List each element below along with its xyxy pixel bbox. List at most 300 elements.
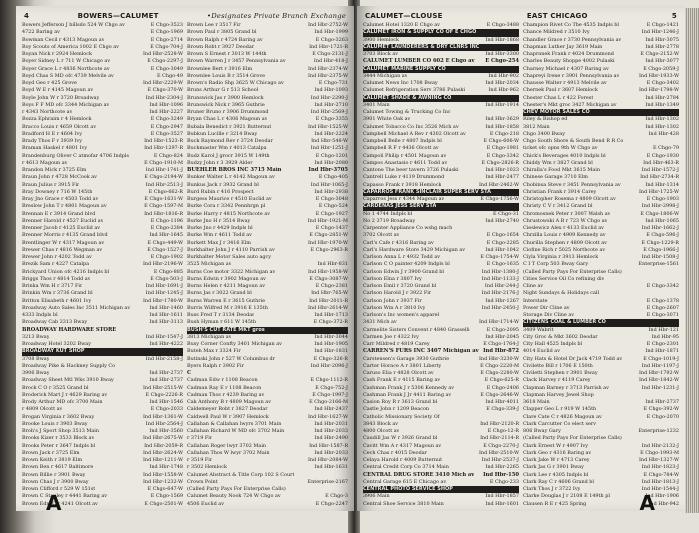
listing-entry	[363, 486, 519, 493]
listing-name: Bracco Louis r 4659 Olcott av	[22, 123, 97, 130]
listing-phone: Ind Hbr-1662-J	[641, 225, 679, 231]
listing-name: Carmen Joe r 4322 Ivy	[363, 333, 419, 340]
listing-name: Bray Downey r 716 W 145th	[22, 188, 93, 195]
listing-phone: E Chgo-503-J	[150, 275, 183, 282]
listing-entry	[523, 450, 679, 457]
listing-name: 3444 Michigan av	[363, 72, 408, 79]
listing-entry	[523, 392, 679, 399]
listing-entry	[523, 131, 679, 138]
listing-phone: Ind Hbr-2614-W	[307, 304, 348, 311]
listing-phone: Ind Hbr-1133-J	[481, 275, 519, 282]
listing-phone	[346, 327, 348, 334]
listing-phone: Ind Hbr-2740	[485, 217, 519, 224]
listing-entry	[363, 370, 519, 377]
listing-phone: Ind Hbr-2450-J	[481, 304, 519, 311]
listing-entry	[363, 385, 519, 392]
listing-entry	[22, 95, 183, 102]
listing-name: Cak Anthony B r 4809 Magoun av	[187, 399, 271, 405]
listing-entry	[523, 254, 679, 261]
listing-name: Brown Ben r 4617 Baltimore	[22, 464, 94, 471]
listing-phone: E Chgo-3488	[486, 22, 519, 28]
listing-name: Bryan Chas L r 4306 Magoun av	[187, 116, 268, 123]
listing-phone: Ind Hbr-1042	[485, 246, 519, 253]
listing-entry	[22, 167, 183, 174]
listing-phone: E Chgo-392-W	[643, 406, 679, 413]
listing-entry	[363, 327, 519, 334]
listing-name: Christian Frank r 3914 Carey	[523, 188, 597, 195]
listing-phone: E Chgo-49	[157, 72, 183, 79]
listing-entry	[187, 124, 348, 131]
listing-entry	[523, 145, 679, 152]
listing-phone: Ind Hbr-1725-W	[638, 188, 679, 195]
listing-name: Clark Lee r 4305 Indpls bl	[523, 471, 589, 478]
listing-phone: Ind Hbr-1302	[645, 116, 679, 123]
listing-phone: Ind Hbr-1096	[149, 101, 183, 108]
listing-phone: E Chgo-2226-R	[145, 391, 183, 398]
listing-name: CHEV MOTOR SALES CO	[523, 109, 590, 115]
listing-entry	[187, 95, 348, 102]
listing-phone: E Chgo-885	[153, 268, 183, 275]
listing-entry	[187, 334, 348, 341]
listing-name: Cieslewicz Alex r 4133 Euclid av	[523, 225, 604, 231]
listing-phone: Ind Hbr-1958-W	[307, 268, 348, 275]
listing-phone: E Chgo-1997-J	[312, 391, 348, 398]
listing-name: CALUMET LAUNDERERS & DRY CLNRS INC	[363, 43, 480, 50]
listing-entry	[523, 363, 679, 370]
listing-name: Boy Scouts of America 1002 E Chgo av	[22, 43, 119, 50]
listing-name: Bubala Benedict r 3921 Butternut	[187, 123, 272, 130]
listing-phone: E Chgo-2095	[486, 326, 519, 333]
listing-entry	[523, 399, 679, 406]
listing-name: Chandler Grace r 3730 Pennsylvania av	[523, 36, 622, 43]
listing-name: Bowman Cecil r 4313 Magoun av	[22, 36, 105, 43]
listing-phone: E Chgo-1229-R	[641, 239, 679, 246]
listing-phone: Ind Hbr-2114-R	[480, 435, 519, 442]
listing-name: Cavitt Wm A r 4317 Magoun av	[363, 442, 442, 449]
listing-phone: Ind Hbr-1297-R	[144, 145, 183, 152]
listing-entry	[363, 406, 519, 413]
listing-name: Burkett Max J r 3416 Elm	[187, 239, 251, 246]
listing-entry	[363, 356, 519, 363]
listing-name: Carlson Harold J r 3922 Fir	[363, 290, 432, 297]
listing-name: Chromosnek Peter r 3007 Walsh av	[523, 210, 611, 217]
listing-name: 3906 Bway	[22, 370, 50, 376]
listing-name: Caudill Jas W r 3926 Grand bl	[363, 435, 438, 442]
listing-phone: Ind Hbr-1906	[645, 493, 679, 500]
listing-name: Brown Keith r 3819 Elm	[22, 457, 83, 463]
listing-phone: Ind Hbr-150	[483, 471, 519, 478]
listing-name: Bunker Walter L r 4142 Magoun av	[187, 174, 275, 181]
listing-phone: Ind Hbr-2624-W	[142, 449, 183, 456]
listing-name: Brody Arthur MD ofc 3700 Main	[22, 399, 103, 405]
listing-phone	[517, 44, 519, 51]
listing-entry	[187, 312, 348, 319]
listing-entry	[523, 58, 679, 65]
listing-entry	[523, 44, 679, 51]
listing-column	[363, 22, 519, 507]
listing-entry	[187, 189, 348, 196]
listing-phone: Ind Hbr-2011-R	[309, 297, 348, 304]
listing-name: CENTRAL DRUG STORE 3410 Mich av	[363, 471, 475, 478]
listing-name: Brown's Radio Shp 3625 W Chicago av	[187, 80, 284, 86]
listing-entry	[523, 22, 679, 29]
listing-entry	[363, 203, 519, 210]
page-edges	[685, 8, 699, 513]
listing-phone: Ind Hbr-1780-W	[142, 297, 183, 304]
listing-entry	[22, 298, 183, 305]
listing-phone: E Chgo-326-R	[313, 355, 348, 362]
listing-entry	[22, 254, 183, 261]
listing-entry	[363, 37, 519, 44]
listing-entry	[523, 167, 679, 174]
listing-entry	[187, 203, 348, 210]
listing-entry	[187, 290, 348, 297]
listing-entry	[22, 464, 183, 471]
listing-phone: Ind Hbr-1813-J	[641, 478, 679, 485]
listing-phone	[517, 29, 519, 36]
left-page	[16, 6, 354, 511]
listing-name: Christy C V r 3412 Grand bl	[523, 203, 593, 210]
listing-entry	[523, 182, 679, 189]
listing-entry	[523, 464, 679, 471]
listing-name: Bowers Jefferson J billsdo 524 W Chgo av	[22, 22, 125, 28]
listing-entry	[187, 51, 348, 58]
listing-phone: Ind Hbr-942	[648, 500, 679, 507]
listing-name: BUEHLER BROS INC 3715 Main	[187, 167, 282, 173]
listing-entry	[22, 392, 183, 399]
listing-entry	[523, 95, 679, 102]
listing-entry	[22, 87, 183, 94]
listing-entry	[187, 501, 348, 508]
listing-phone: E Chgo-1927	[315, 210, 348, 217]
listing-entry	[523, 37, 679, 44]
listing-phone: Ind Hbr-1065	[645, 217, 679, 224]
listing-phone: Ind Hbr-831	[317, 261, 348, 268]
listing-phone	[517, 312, 519, 319]
header-note: •Designates Private Branch Exchange	[207, 11, 346, 20]
listing-name: Brown Paul r 3805 Grand bl	[187, 29, 257, 36]
listing-name: Champion Rivet Co The 4535 Indpls bl	[523, 22, 619, 28]
listing-entry	[22, 109, 183, 116]
listing-phone: Ind Hbr-2227	[149, 109, 183, 115]
listing-phone: E Chgo-1764-J	[483, 341, 519, 347]
listing-entry	[22, 421, 183, 428]
listing-name: Cantone The beer tavern 3726 Pulaski	[363, 167, 459, 173]
listing-phone: Ind Hbr-1231-J	[641, 384, 679, 391]
listing-phone: Ind Hbr-2059-R	[144, 442, 183, 449]
listing-phone: Ind Hbr-1970-W	[307, 239, 348, 246]
listing-phone: E Chgo-2152-W	[640, 51, 679, 57]
listing-phone: E Chgo-2166-M	[309, 399, 348, 405]
listing-name: r 4809 Olcott av	[22, 406, 63, 413]
listing-entry	[523, 211, 679, 218]
listing-name: Carlson C O painter 4209 Indpls bl	[363, 261, 450, 268]
listing-entry	[22, 327, 183, 334]
listing-name: Briggs Thos r 4814 Todd av	[22, 275, 91, 282]
listing-phone: Ind Hbr-2374-W	[307, 65, 348, 72]
listing-entry	[363, 80, 519, 87]
listing-entry	[22, 232, 183, 239]
listing-entry	[523, 334, 679, 341]
listing-entry	[187, 196, 348, 203]
listing-phone: Ind Hbr-1380-J	[481, 268, 519, 275]
listing-name: Boyle John W r 3720 Broadway	[22, 94, 100, 101]
listing-entry	[187, 377, 348, 384]
listing-entry	[523, 428, 679, 435]
listing-name: Burkhalter Motor Sales auto agcy	[187, 254, 272, 260]
listing-entry	[187, 254, 348, 261]
listing-phone: E Chgo-2714	[150, 36, 183, 43]
listing-phone: Ind Hbr-2132-J	[641, 442, 679, 449]
listing-phone: E Chgo-2220-M	[480, 362, 519, 369]
listing-phone: Ind Hbr-1349	[645, 101, 679, 108]
listing-name: Clark Thos J r 3722 Ivy	[523, 486, 581, 492]
listing-name: Brenner Jacob r 4125 Euclid av	[22, 225, 101, 231]
listing-entry	[22, 44, 183, 51]
listing-entry	[363, 428, 519, 435]
listing-name: Chapman Luther Jay 3619 Main	[523, 43, 603, 50]
listing-entry	[187, 443, 348, 450]
listing-name: Boyer Sidney L r 711 W Chicago av	[22, 58, 111, 65]
listing-name: Brown Jack r 3725 Elm	[22, 449, 80, 456]
listing-phone: Enterprise-1232	[638, 428, 679, 434]
listing-entry	[187, 247, 348, 254]
listing-entry	[22, 479, 183, 486]
listing-name: Broh's J Sport Shop 3513 Main	[22, 428, 100, 434]
listing-phone: Ind Hbr-3044	[314, 333, 348, 340]
listing-entry	[363, 73, 519, 80]
listing-phone: Ind Hbr-902	[488, 72, 519, 79]
listing-phone: E Chgo-1969	[150, 29, 183, 36]
listing-phone: Ind Hbr-1999	[314, 29, 348, 36]
listing-entry	[22, 341, 183, 348]
listing-entry	[363, 211, 519, 218]
listing-phone: E Chgo-625-R	[484, 377, 519, 384]
listing-name: Brown Lee r 3517 Fir	[187, 22, 241, 28]
listing-name: Clark Jake W r 4713 Carey	[523, 457, 590, 463]
listing-entry	[363, 319, 519, 326]
listing-name: Riley & Bishop ed	[523, 116, 568, 123]
listing-name: r 3502 Hemlock	[187, 464, 227, 471]
listing-name: Brown Warren J r 3457 Pennsylvania av	[187, 58, 286, 65]
right-page-columns	[363, 22, 679, 507]
listing-entry	[187, 232, 348, 239]
listing-name: Burns Helen r 4211 Magoun av	[187, 283, 266, 289]
listing-phone: Ind Hbr-2737	[645, 399, 679, 405]
listing-phone: Ind Hbr-1713	[314, 312, 348, 318]
listing-name: Brewer Chas r 4816 Wegman av	[22, 246, 103, 253]
listing-phone: E Chgo-2646-W	[480, 391, 519, 398]
listing-entry	[22, 443, 183, 450]
listing-entry	[363, 44, 519, 51]
listing-entry	[523, 414, 679, 421]
listing-entry	[363, 182, 519, 189]
listing-entry	[523, 29, 679, 36]
listing-name: Brown Clifford r 529 W 151st	[22, 486, 96, 492]
listing-phone: E Chgo-2384	[150, 225, 183, 231]
listing-entry	[523, 153, 679, 160]
listing-entry	[22, 305, 183, 312]
listing-entry	[523, 138, 679, 145]
listing-name: Calumet News Inc 1708 Bway	[363, 80, 438, 86]
listing-name: r 4343 Northcote av	[22, 109, 73, 115]
listing-entry	[363, 348, 519, 355]
listing-entry	[22, 145, 183, 152]
listing-entry	[523, 116, 679, 123]
listing-entry	[187, 116, 348, 123]
listing-name: Boyd W E r 4145 Magoun av	[22, 87, 94, 94]
listing-name: Cech Chas r 4015 Deodar	[363, 449, 427, 456]
listing-entry	[363, 66, 519, 73]
listing-entry	[523, 377, 679, 384]
listing-phone: Ind Hbr-1823-J	[641, 464, 679, 471]
listing-entry	[363, 240, 519, 247]
listing-phone: E Chgo-372-R	[313, 319, 348, 326]
listing-entry	[187, 414, 348, 421]
listing-phone	[677, 421, 679, 428]
listing-name: Calumet Tobacco Co Inc 3526 Mich av	[363, 123, 459, 130]
listing-name: Calumet Refrigeration Serv 3786 Pulaski	[363, 87, 466, 94]
listing-name: Burns Warren E r 3615 Guthrie	[187, 297, 266, 304]
listing-name: Caldemeyer Robt r 3827 Deodar	[187, 406, 268, 413]
listing-entry	[187, 131, 348, 138]
listing-phone: E Chgo-2607	[646, 304, 679, 311]
listing-name: Cadman Edw r 1108 Beacon	[187, 377, 258, 384]
listing-name: Brooks Peter r 3647 Indpls bl	[22, 442, 96, 449]
listing-entry	[523, 305, 679, 312]
listing-name: Burke Jno r 4429 Indpls bl	[187, 225, 253, 231]
listing-entry	[22, 472, 183, 479]
listing-phone: Ind Hbr-4011	[485, 399, 519, 405]
listing-entry	[523, 160, 679, 167]
listing-name: Brownlee Bert r 3916 Elm	[187, 65, 253, 72]
listing-name: Bush Hyman r 611 W 145th	[187, 319, 257, 326]
listing-entry	[22, 363, 183, 370]
listing-phone	[677, 138, 679, 145]
listing-name: Cashman Frank J Jr 4411 Baring av	[363, 391, 452, 398]
listing-phone: E Chgo-596-J	[646, 232, 679, 239]
listing-entry	[523, 109, 679, 116]
listing-name: Bruns Arthur G r 513 School	[187, 87, 259, 94]
listing-entry	[187, 167, 348, 174]
listing-name: Cantrell Luke r 4119 Drummond	[363, 174, 445, 181]
listing-entry	[187, 305, 348, 312]
listing-phone	[517, 189, 519, 196]
listing-entry	[363, 283, 519, 290]
listing-name: Boyer Grace L r 4836 Northcote av	[22, 65, 110, 72]
listing-phone: E Chgo-1903	[646, 196, 679, 202]
listing-name: Civilette Bill r 1706 E 150th	[523, 362, 593, 369]
listing-name: Carlson Elna r 3807 Ivy	[363, 275, 422, 282]
listing-name: 3431 Mich av	[363, 319, 397, 326]
listing-phone: Ind Hbr-1245-J	[145, 290, 183, 297]
listing-entry	[523, 341, 679, 348]
listing-name: Clack Harvey r 4119 Carey	[523, 377, 591, 384]
listing-phone: E Chgo-3071	[646, 312, 679, 318]
listing-name: Broderick Mart J r 4629 Baring av	[22, 391, 108, 398]
listing-name: 3703 Block av	[363, 51, 399, 57]
listing-phone: Ind Hbr-1611	[149, 312, 183, 318]
listing-name: Christopher Rosema r 4809 Olcott av	[523, 196, 616, 202]
listing-name: Brock C O r 3525 Grand bl	[22, 384, 89, 391]
listing-name: 3812 Main	[523, 123, 550, 130]
listing-phone	[346, 254, 348, 261]
listing-entry	[22, 66, 183, 73]
listing-entry	[22, 319, 183, 326]
listing-name: 3813 Michigan av	[187, 333, 232, 340]
listing-name: Broadway Auto Sales Inc 3511 Michigan av	[22, 304, 131, 311]
listing-entry	[363, 472, 519, 479]
listing-phone: Ind Hbr-2462-W	[478, 181, 519, 188]
listing-name: Clare Cate C r 4826 Magoun av	[523, 413, 602, 420]
listing-entry	[363, 443, 519, 450]
listing-name: 4800 Olcott av	[363, 428, 400, 434]
listing-entry	[363, 421, 519, 428]
listing-phone: E Chgo-12-R	[487, 428, 519, 434]
listing-phone	[517, 203, 519, 210]
listing-entry	[523, 298, 679, 305]
listing-name: Carpenter Appliance Co wshg mach	[363, 225, 453, 231]
listing-phone: Ind Hbr-3075	[645, 36, 679, 43]
listing-phone: E Chgo-606-W	[483, 138, 519, 144]
listing-phone: Ind Hbr-2510-W	[478, 449, 519, 456]
listing-name: (Called Party Pays For Enterprise Calls)	[523, 268, 622, 275]
listing-entry	[22, 414, 183, 421]
listing-phone: Ind Hbr-2196-W	[142, 261, 183, 268]
listing-phone: Ind Hbr-2265	[485, 464, 519, 471]
listing-phone	[517, 109, 519, 116]
listing-phone: Ind Hbr-2675-W	[142, 435, 183, 442]
listing-entry	[22, 211, 183, 218]
listing-name: Burke Jno H r 3514 Bway	[187, 217, 251, 224]
listing-name: Cline av	[523, 283, 544, 289]
listing-phone: Ind Hbr-2120-R	[480, 420, 519, 427]
listing-name: Chgo 3400 Bway	[523, 130, 565, 137]
listing-entry	[363, 138, 519, 145]
listing-phone: Ind Hbr-1508-J	[641, 254, 679, 260]
listing-name: City Hats & Hotel Dr Jack 4719 Todd av	[523, 355, 623, 362]
listing-name: Calumet Abstract & Title Corp 102 S Court	[187, 471, 295, 478]
listing-name: Brooke Louis r 3903 Bway	[22, 420, 88, 427]
listing-phone: Ind Hbr-2304-J	[145, 94, 183, 101]
listing-name: Chobinsa Steve r 3451 Pennsylvania av	[523, 181, 621, 188]
listing-entry	[22, 356, 183, 363]
listing-phone	[346, 370, 348, 377]
listing-phone: Ind Hbr-1572-J	[641, 167, 679, 173]
listing-name: Cash Frank E r 4115 Baring av	[363, 377, 441, 384]
listing-entry	[187, 44, 348, 51]
listing-name: Clapper Geo L r 919 W 145th	[523, 406, 597, 413]
listing-phone: Ind Hbr-3230-W	[478, 355, 519, 362]
listing-entry	[22, 138, 183, 145]
listing-phone	[677, 319, 679, 326]
listing-entry	[22, 240, 183, 247]
listing-name: BROADWAY HARDWARE STORE	[22, 326, 117, 333]
listing-name: Brooks Kizer r 3533 Block av	[22, 435, 95, 442]
listing-entry	[523, 196, 679, 203]
listing-phone: Ind Hbr-2737	[149, 377, 183, 384]
listing-name: 3213 Bway	[22, 333, 50, 340]
listing-phone: Ind Hbr-1546	[149, 399, 183, 405]
listing-name: Bozza Ephraim r 4 Hemlock	[22, 116, 92, 123]
listing-entry	[22, 312, 183, 319]
listing-column	[523, 22, 679, 507]
listing-phone: Ind Hbr-2176-J	[481, 290, 519, 297]
listing-phone: Ind Hbr-1558-W	[142, 471, 183, 478]
listing-name: Brogan Virginia r 3602 Bway	[22, 413, 95, 420]
listing-phone: Ind Hbr-1601	[485, 500, 519, 507]
listing-entry	[523, 457, 679, 464]
